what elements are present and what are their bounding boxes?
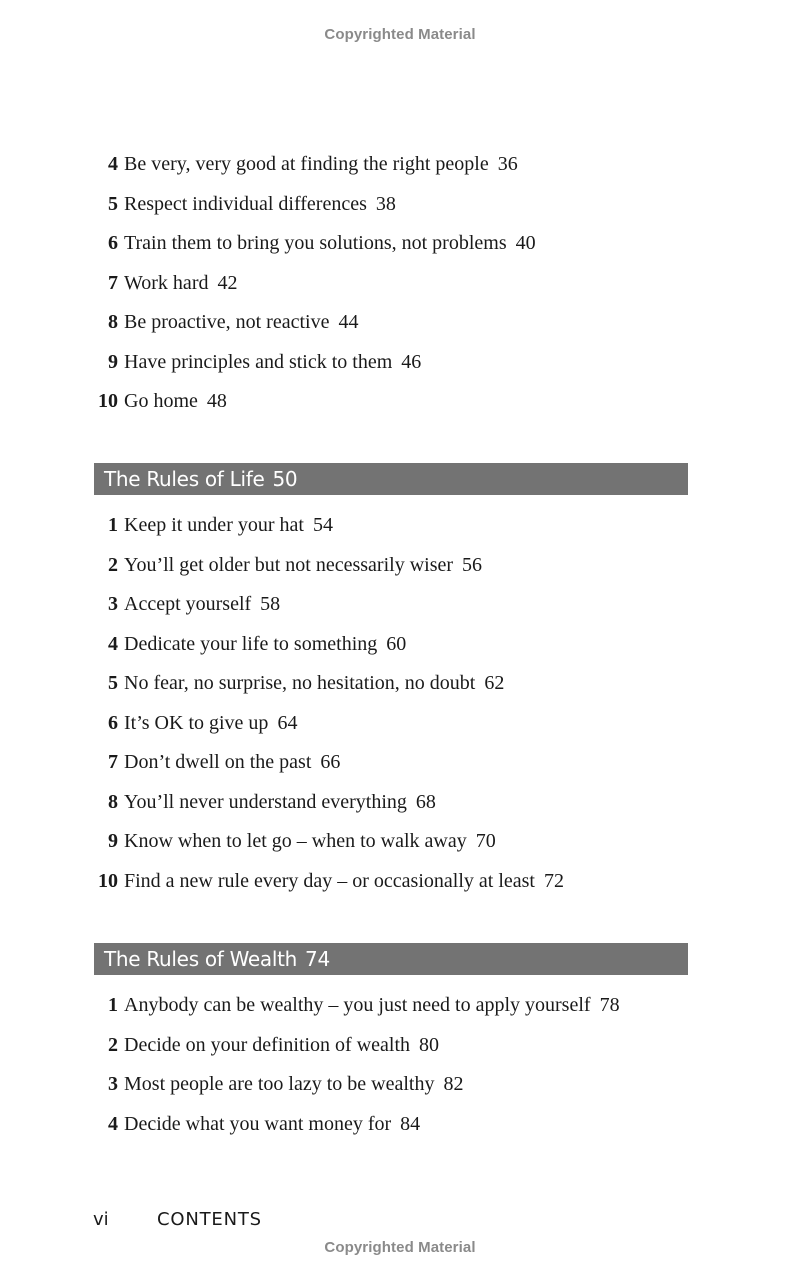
toc-entry [88, 264, 688, 304]
toc-entry [88, 625, 688, 665]
entry-page: 68 [415, 790, 436, 813]
entry-title: Most people are too lazy to be wealthy [124, 1073, 435, 1095]
entry-title: Be proactive, not reactive [124, 311, 330, 333]
entry-title: Work hard [124, 271, 209, 294]
entry-number: 10 [98, 869, 118, 892]
toc-entry [88, 546, 688, 586]
section-title: The Rules of Life [104, 467, 265, 491]
entry-title: Accept yourself [124, 593, 252, 615]
entry-title: Respect individual differences [124, 192, 367, 215]
toc-entry [88, 1065, 688, 1105]
entry-page: 64 [277, 711, 298, 734]
toc-entry [88, 664, 688, 704]
entry-title: Have principles and stick to them [124, 350, 393, 373]
page-number: vi [93, 1209, 109, 1230]
entry-title: Decide what you want money for [124, 1112, 392, 1135]
toc-entry [88, 862, 688, 902]
toc-entry [88, 145, 688, 185]
toc-entry [88, 822, 688, 862]
entry-number: 2 [108, 1033, 118, 1056]
toc-entry [88, 743, 688, 783]
entry-title: Don’t dwell on the past [124, 751, 312, 773]
entry-title: Dedicate your life to something [124, 632, 378, 655]
entry-page: 38 [375, 192, 396, 215]
entry-title: You’ll never understand everything [124, 790, 407, 813]
entry-number: 4 [108, 153, 118, 175]
toc-entry [88, 783, 688, 823]
entry-number: 1 [108, 514, 118, 536]
copyright-watermark-top: Copyrighted Material [324, 26, 476, 43]
entry-page: 58 [260, 593, 281, 615]
entry-number: 9 [108, 350, 118, 373]
entry-page: 70 [475, 830, 496, 852]
entry-number: 5 [108, 672, 118, 694]
toc-entry [88, 585, 688, 625]
page-footer [93, 1209, 262, 1230]
entry-title: Anybody can be wealthy – you just need to apply yourself [124, 994, 591, 1016]
entry-number: 7 [108, 751, 118, 773]
entry-number: 7 [108, 271, 118, 294]
entry-page: 82 [443, 1073, 464, 1095]
entry-page: 46 [401, 350, 422, 373]
entry-number: 9 [108, 830, 118, 852]
entry-title: No fear, no surprise, no hesitation, no doubt [124, 672, 476, 694]
toc-entry [88, 1026, 688, 1066]
entry-page: 66 [320, 751, 341, 773]
entry-page: 42 [217, 271, 238, 294]
entry-number: 10 [98, 390, 118, 412]
entry-title: Train them to bring you solutions, not problems [124, 232, 507, 254]
entry-page: 56 [462, 553, 483, 576]
copyright-watermark-bottom: Copyrighted Material [324, 1239, 476, 1256]
toc-entry [88, 382, 688, 422]
toc-entry [88, 1105, 688, 1145]
running-footer-label: CONTENTS [157, 1209, 262, 1230]
section-page: 74 [305, 947, 330, 971]
toc-entry [88, 224, 688, 264]
entry-title: Find a new rule every day – or occasionally at least [124, 869, 535, 892]
entry-page: 78 [599, 994, 620, 1016]
entry-number: 6 [108, 232, 118, 254]
section-page: 50 [272, 467, 298, 491]
entry-page: 72 [543, 869, 564, 892]
entry-title: Know when to let go – when to walk away [124, 830, 467, 852]
entry-page: 44 [338, 311, 359, 333]
entry-page: 54 [312, 514, 333, 536]
entry-title: It’s OK to give up [124, 711, 269, 734]
entry-title: Be very, very good at finding the right people [124, 153, 489, 175]
entry-number: 8 [108, 790, 118, 813]
toc-entry [88, 704, 688, 744]
toc-entry [88, 343, 688, 383]
entry-number: 3 [108, 1073, 118, 1095]
toc-entry [88, 185, 688, 225]
entry-number: 6 [108, 711, 118, 734]
toc-list-rules-of-life [88, 506, 688, 901]
entry-page: 62 [484, 672, 505, 694]
entry-page: 60 [386, 632, 407, 655]
toc-entry [88, 303, 688, 343]
entry-number: 3 [108, 593, 118, 615]
entry-number: 4 [108, 632, 118, 655]
entry-number: 4 [108, 1112, 118, 1135]
toc-entry [88, 986, 688, 1026]
entry-page: 40 [515, 232, 536, 254]
entry-page: 36 [497, 153, 518, 175]
entry-title: You’ll get older but not necessarily wiser [124, 553, 454, 576]
section-title: The Rules of Wealth [104, 947, 298, 971]
entry-number: 8 [108, 311, 118, 333]
entry-title: Keep it under your hat [124, 514, 304, 536]
toc-list-previous-section [88, 145, 688, 422]
section-header-rules-of-life [94, 463, 688, 495]
entry-number: 1 [108, 994, 118, 1016]
toc-entry [88, 506, 688, 546]
entry-title: Decide on your definition of wealth [124, 1033, 411, 1056]
toc-list-rules-of-wealth [88, 986, 688, 1144]
entry-page: 48 [206, 390, 227, 412]
entry-title: Go home [124, 390, 198, 412]
entry-number: 2 [108, 553, 118, 576]
entry-number: 5 [108, 192, 118, 215]
entry-page: 84 [400, 1112, 421, 1135]
section-header-rules-of-wealth [94, 943, 688, 975]
entry-page: 80 [419, 1033, 440, 1056]
